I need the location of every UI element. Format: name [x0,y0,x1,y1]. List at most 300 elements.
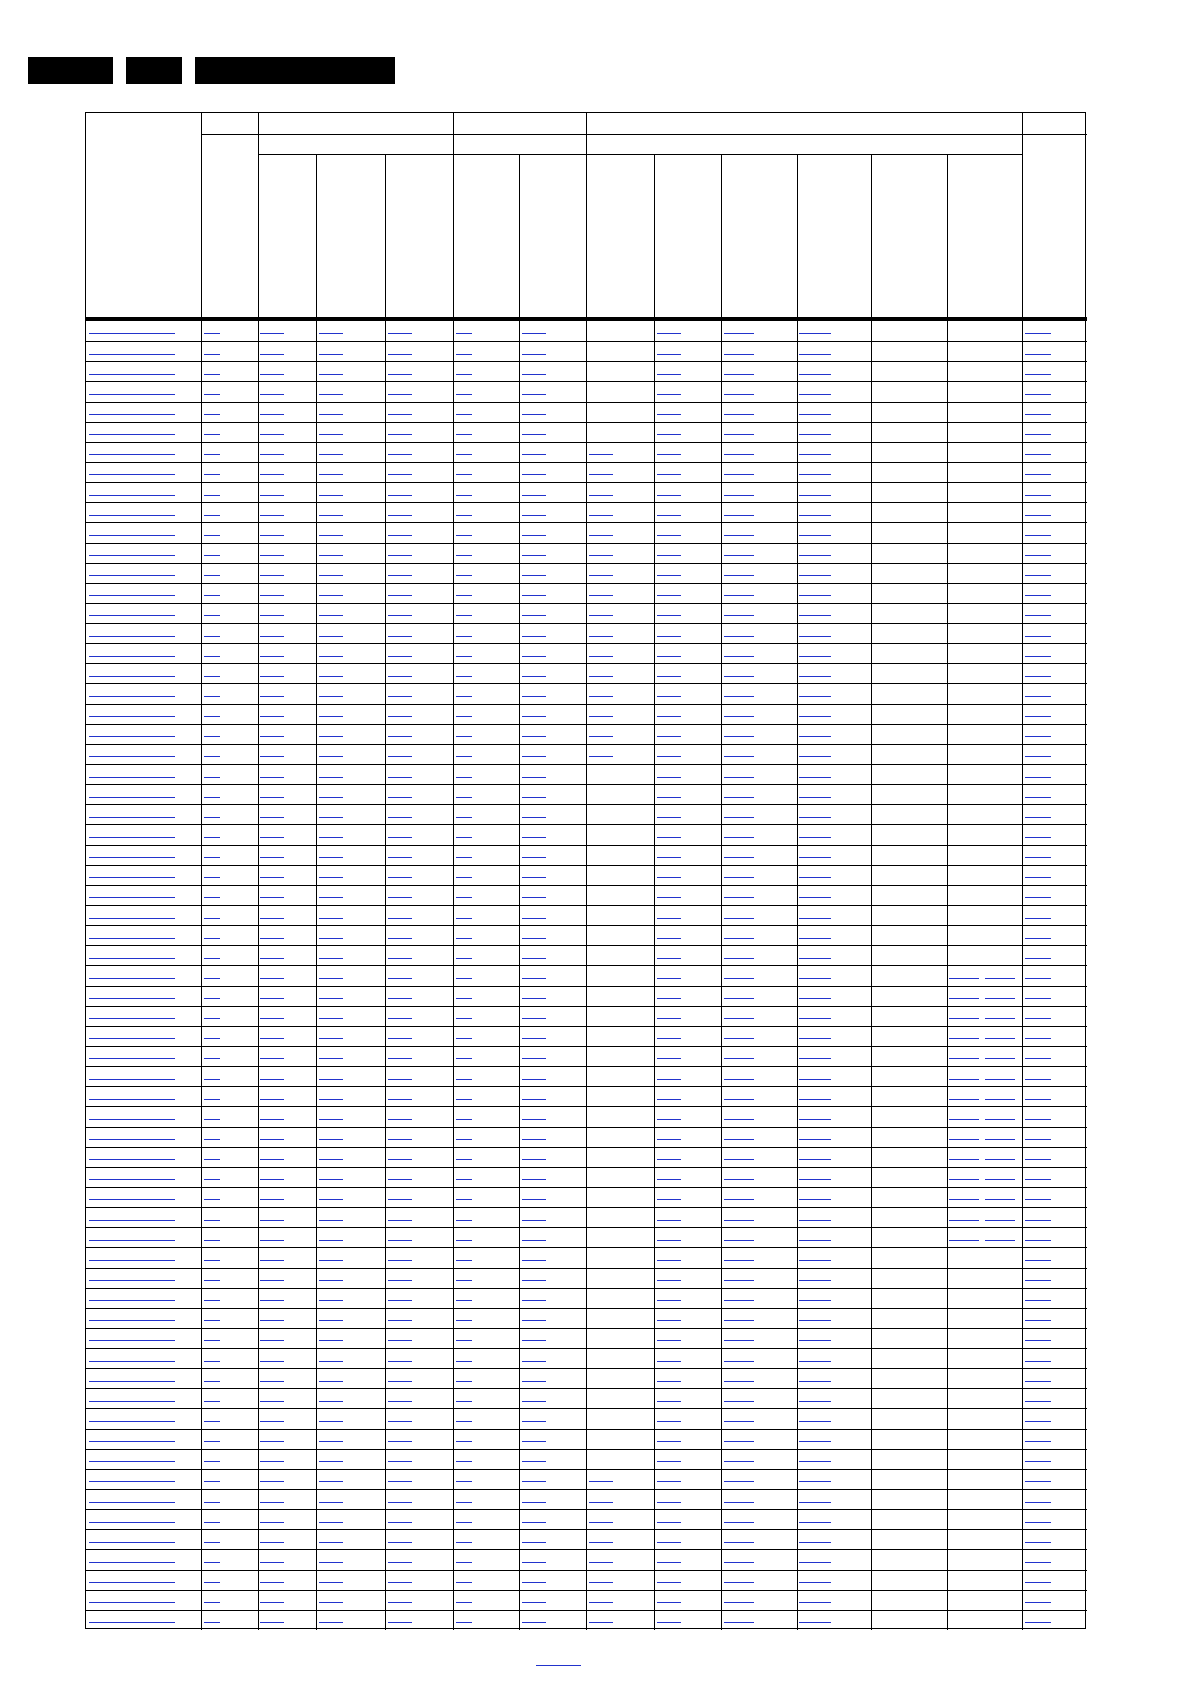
table-cell-link[interactable] [204,515,220,516]
row-label-link[interactable] [89,394,175,395]
table-cell-link[interactable] [799,1522,831,1523]
table-cell-link[interactable] [319,716,343,717]
row-label-link[interactable] [89,1481,175,1482]
table-cell-link[interactable] [388,1139,412,1140]
table-cell-link[interactable] [799,1280,831,1281]
row-label-link[interactable] [89,1119,175,1120]
table-cell-link[interactable] [799,374,831,375]
table-cell-link[interactable] [456,1522,472,1523]
table-cell-link[interactable] [799,1300,831,1301]
table-cell-link[interactable] [522,756,546,757]
row-label-link[interactable] [89,1079,175,1080]
table-cell-link[interactable] [724,1320,754,1321]
table-cell-link[interactable] [204,595,220,596]
table-cell-link[interactable] [456,756,472,757]
table-cell-link[interactable] [1025,555,1051,556]
table-cell-link[interactable] [388,1179,412,1180]
table-cell-link[interactable] [657,1280,681,1281]
table-cell-link[interactable] [799,918,831,919]
table-cell-link[interactable] [456,615,472,616]
table-cell-link[interactable] [319,1602,343,1603]
table-cell-link[interactable] [388,1421,412,1422]
table-cell-link[interactable] [456,1320,472,1321]
table-cell-link[interactable] [522,354,546,355]
table-cell-link[interactable] [589,515,613,516]
table-cell-link[interactable] [204,756,220,757]
table-cell-link[interactable] [456,474,472,475]
table-cell-link[interactable] [985,1159,1015,1160]
table-cell-link[interactable] [1025,333,1051,334]
table-cell-link[interactable] [456,1099,472,1100]
table-cell-link[interactable] [1025,1119,1051,1120]
table-cell-link[interactable] [319,1220,343,1221]
table-cell-link[interactable] [1025,414,1051,415]
table-cell-link[interactable] [456,1421,472,1422]
table-cell-link[interactable] [388,676,412,677]
table-cell-link[interactable] [589,1542,613,1543]
table-cell-link[interactable] [522,1038,546,1039]
table-cell-link[interactable] [319,817,343,818]
table-cell-link[interactable] [657,575,681,576]
table-cell-link[interactable] [657,495,681,496]
table-cell-link[interactable] [985,1139,1015,1140]
table-cell-link[interactable] [204,535,220,536]
table-cell-link[interactable] [657,1361,681,1362]
table-cell-link[interactable] [1025,1159,1051,1160]
table-cell-link[interactable] [319,1058,343,1059]
table-cell-link[interactable] [522,495,546,496]
row-label-link[interactable] [89,636,175,637]
table-cell-link[interactable] [724,877,754,878]
table-cell-link[interactable] [985,998,1015,999]
table-cell-link[interactable] [388,575,412,576]
table-cell-link[interactable] [1025,716,1051,717]
table-cell-link[interactable] [456,1340,472,1341]
table-cell-link[interactable] [319,394,343,395]
table-cell-link[interactable] [724,817,754,818]
table-cell-link[interactable] [799,897,831,898]
table-cell-link[interactable] [260,394,284,395]
table-cell-link[interactable] [589,555,613,556]
table-cell-link[interactable] [204,1240,220,1241]
table-cell-link[interactable] [260,897,284,898]
table-cell-link[interactable] [799,1018,831,1019]
table-cell-link[interactable] [260,797,284,798]
table-cell-link[interactable] [799,1220,831,1221]
table-cell-link[interactable] [724,575,754,576]
table-cell-link[interactable] [204,1562,220,1563]
row-label-link[interactable] [89,837,175,838]
table-cell-link[interactable] [388,857,412,858]
table-cell-link[interactable] [388,1582,412,1583]
table-cell-link[interactable] [522,1159,546,1160]
table-cell-link[interactable] [799,535,831,536]
table-cell-link[interactable] [799,454,831,455]
table-cell-link[interactable] [319,1522,343,1523]
table-cell-link[interactable] [204,877,220,878]
table-cell-link[interactable] [1025,535,1051,536]
row-label-link[interactable] [89,495,175,496]
table-cell-link[interactable] [260,414,284,415]
table-cell-link[interactable] [799,1240,831,1241]
table-cell-link[interactable] [657,1300,681,1301]
table-cell-link[interactable] [657,1159,681,1160]
table-cell-link[interactable] [204,656,220,657]
table-cell-link[interactable] [456,1139,472,1140]
table-cell-link[interactable] [1025,1280,1051,1281]
table-cell-link[interactable] [522,877,546,878]
row-label-link[interactable] [89,797,175,798]
table-cell-link[interactable] [657,958,681,959]
table-cell-link[interactable] [388,1159,412,1160]
table-cell-link[interactable] [522,1260,546,1261]
table-cell-link[interactable] [1025,938,1051,939]
table-cell-link[interactable] [260,857,284,858]
table-cell-link[interactable] [724,615,754,616]
table-cell-link[interactable] [204,1079,220,1080]
table-cell-link[interactable] [1025,1582,1051,1583]
table-cell-link[interactable] [985,1058,1015,1059]
table-cell-link[interactable] [799,696,831,697]
table-cell-link[interactable] [388,656,412,657]
table-cell-link[interactable] [1025,1300,1051,1301]
row-label-link[interactable] [89,1220,175,1221]
table-cell-link[interactable] [260,1260,284,1261]
table-cell-link[interactable] [724,696,754,697]
table-cell-link[interactable] [724,1340,754,1341]
table-cell-link[interactable] [724,555,754,556]
table-cell-link[interactable] [456,354,472,355]
row-label-link[interactable] [89,1199,175,1200]
table-cell-link[interactable] [319,1320,343,1321]
table-cell-link[interactable] [522,1381,546,1382]
table-cell-link[interactable] [456,333,472,334]
table-cell-link[interactable] [724,636,754,637]
table-cell-link[interactable] [799,1340,831,1341]
table-cell-link[interactable] [319,978,343,979]
table-cell-link[interactable] [456,676,472,677]
table-cell-link[interactable] [260,777,284,778]
table-cell-link[interactable] [949,1220,979,1221]
table-cell-link[interactable] [522,1481,546,1482]
table-cell-link[interactable] [724,938,754,939]
table-cell-link[interactable] [388,1381,412,1382]
table-cell-link[interactable] [260,434,284,435]
table-cell-link[interactable] [522,696,546,697]
table-cell-link[interactable] [388,1280,412,1281]
table-cell-link[interactable] [1025,495,1051,496]
table-cell-link[interactable] [319,1441,343,1442]
table-cell-link[interactable] [589,535,613,536]
table-cell-link[interactable] [657,414,681,415]
table-cell-link[interactable] [319,777,343,778]
table-cell-link[interactable] [319,918,343,919]
table-cell-link[interactable] [319,1018,343,1019]
table-cell-link[interactable] [985,978,1015,979]
table-cell-link[interactable] [319,1622,343,1623]
table-cell-link[interactable] [388,434,412,435]
table-cell-link[interactable] [1025,918,1051,919]
table-cell-link[interactable] [388,1401,412,1402]
table-cell-link[interactable] [204,1381,220,1382]
table-cell-link[interactable] [456,897,472,898]
table-cell-link[interactable] [589,676,613,677]
table-cell-link[interactable] [1025,615,1051,616]
table-cell-link[interactable] [260,1542,284,1543]
footer-page-link[interactable] [536,1665,581,1666]
table-cell-link[interactable] [522,938,546,939]
table-cell-link[interactable] [319,1079,343,1080]
table-cell-link[interactable] [388,817,412,818]
table-cell-link[interactable] [456,575,472,576]
table-cell-link[interactable] [522,797,546,798]
table-cell-link[interactable] [657,1381,681,1382]
table-cell-link[interactable] [388,958,412,959]
table-cell-link[interactable] [260,474,284,475]
table-cell-link[interactable] [1025,1038,1051,1039]
row-label-link[interactable] [89,1522,175,1523]
row-label-link[interactable] [89,676,175,677]
table-cell-link[interactable] [319,676,343,677]
table-cell-link[interactable] [388,474,412,475]
table-cell-link[interactable] [1025,817,1051,818]
table-cell-link[interactable] [724,1481,754,1482]
table-cell-link[interactable] [657,354,681,355]
table-cell-link[interactable] [204,938,220,939]
table-cell-link[interactable] [319,1179,343,1180]
table-cell-link[interactable] [388,495,412,496]
row-label-link[interactable] [89,1441,175,1442]
table-cell-link[interactable] [1025,1542,1051,1543]
table-cell-link[interactable] [388,1079,412,1080]
table-cell-link[interactable] [985,1018,1015,1019]
table-cell-link[interactable] [388,1119,412,1120]
table-cell-link[interactable] [799,1562,831,1563]
table-cell-link[interactable] [1025,897,1051,898]
table-cell-link[interactable] [388,374,412,375]
table-cell-link[interactable] [456,978,472,979]
table-cell-link[interactable] [456,857,472,858]
row-label-link[interactable] [89,474,175,475]
table-cell-link[interactable] [522,837,546,838]
table-cell-link[interactable] [949,1038,979,1039]
row-label-link[interactable] [89,958,175,959]
table-cell-link[interactable] [724,1018,754,1019]
table-cell-link[interactable] [657,1441,681,1442]
table-cell-link[interactable] [657,1018,681,1019]
table-cell-link[interactable] [589,495,613,496]
table-cell-link[interactable] [388,1099,412,1100]
table-cell-link[interactable] [388,938,412,939]
table-cell-link[interactable] [204,1421,220,1422]
table-cell-link[interactable] [456,636,472,637]
table-cell-link[interactable] [456,998,472,999]
table-cell-link[interactable] [799,1602,831,1603]
table-cell-link[interactable] [388,1058,412,1059]
table-cell-link[interactable] [260,1562,284,1563]
table-cell-link[interactable] [456,1361,472,1362]
table-cell-link[interactable] [204,1159,220,1160]
table-cell-link[interactable] [657,1461,681,1462]
table-cell-link[interactable] [522,434,546,435]
table-cell-link[interactable] [799,333,831,334]
table-cell-link[interactable] [319,958,343,959]
table-cell-link[interactable] [522,1602,546,1603]
row-label-link[interactable] [89,333,175,334]
table-cell-link[interactable] [657,434,681,435]
table-cell-link[interactable] [456,1018,472,1019]
table-cell-link[interactable] [657,1340,681,1341]
table-cell-link[interactable] [799,1139,831,1140]
row-label-link[interactable] [89,1260,175,1261]
table-cell-link[interactable] [456,716,472,717]
row-label-link[interactable] [89,354,175,355]
table-cell-link[interactable] [456,918,472,919]
table-cell-link[interactable] [589,1622,613,1623]
table-cell-link[interactable] [522,414,546,415]
table-cell-link[interactable] [724,374,754,375]
table-cell-link[interactable] [456,696,472,697]
table-cell-link[interactable] [724,1240,754,1241]
table-cell-link[interactable] [319,1582,343,1583]
table-cell-link[interactable] [657,1602,681,1603]
table-cell-link[interactable] [204,474,220,475]
table-cell-link[interactable] [388,1199,412,1200]
table-cell-link[interactable] [724,454,754,455]
table-cell-link[interactable] [1025,454,1051,455]
table-cell-link[interactable] [589,575,613,576]
table-cell-link[interactable] [1025,1220,1051,1221]
table-cell-link[interactable] [985,1119,1015,1120]
table-cell-link[interactable] [260,354,284,355]
table-cell-link[interactable] [522,1199,546,1200]
table-cell-link[interactable] [456,1381,472,1382]
table-cell-link[interactable] [319,495,343,496]
table-cell-link[interactable] [319,1159,343,1160]
table-cell-link[interactable] [260,1502,284,1503]
table-cell-link[interactable] [1025,434,1051,435]
table-cell-link[interactable] [1025,1018,1051,1019]
table-cell-link[interactable] [456,434,472,435]
table-cell-link[interactable] [657,676,681,677]
table-cell-link[interactable] [724,676,754,677]
table-cell-link[interactable] [724,1381,754,1382]
table-cell-link[interactable] [204,716,220,717]
table-cell-link[interactable] [319,857,343,858]
table-cell-link[interactable] [657,857,681,858]
table-cell-link[interactable] [949,1119,979,1120]
table-cell-link[interactable] [388,797,412,798]
table-cell-link[interactable] [456,394,472,395]
table-cell-link[interactable] [799,857,831,858]
table-cell-link[interactable] [456,555,472,556]
table-cell-link[interactable] [260,918,284,919]
table-cell-link[interactable] [522,515,546,516]
table-cell-link[interactable] [522,1099,546,1100]
row-label-link[interactable] [89,1300,175,1301]
table-cell-link[interactable] [388,1220,412,1221]
table-cell-link[interactable] [260,837,284,838]
table-cell-link[interactable] [388,595,412,596]
table-cell-link[interactable] [204,857,220,858]
table-cell-link[interactable] [949,1058,979,1059]
table-cell-link[interactable] [204,1602,220,1603]
table-cell-link[interactable] [522,817,546,818]
table-cell-link[interactable] [522,1340,546,1341]
table-cell-link[interactable] [799,1582,831,1583]
table-cell-link[interactable] [724,918,754,919]
table-cell-link[interactable] [204,394,220,395]
table-cell-link[interactable] [456,1441,472,1442]
table-cell-link[interactable] [204,636,220,637]
table-cell-link[interactable] [724,656,754,657]
table-cell-link[interactable] [799,1058,831,1059]
table-cell-link[interactable] [204,354,220,355]
table-cell-link[interactable] [1025,394,1051,395]
table-cell-link[interactable] [204,495,220,496]
table-cell-link[interactable] [388,877,412,878]
table-cell-link[interactable] [456,1502,472,1503]
table-cell-link[interactable] [319,636,343,637]
row-label-link[interactable] [89,1401,175,1402]
table-cell-link[interactable] [1025,1602,1051,1603]
table-cell-link[interactable] [522,998,546,999]
table-cell-link[interactable] [456,595,472,596]
table-cell-link[interactable] [589,595,613,596]
table-cell-link[interactable] [260,817,284,818]
table-cell-link[interactable] [204,736,220,737]
table-cell-link[interactable] [589,756,613,757]
table-cell-link[interactable] [319,877,343,878]
row-label-link[interactable] [89,696,175,697]
table-cell-link[interactable] [522,1139,546,1140]
row-label-link[interactable] [89,1340,175,1341]
table-cell-link[interactable] [456,1179,472,1180]
table-cell-link[interactable] [204,1542,220,1543]
table-cell-link[interactable] [724,1260,754,1261]
row-label-link[interactable] [89,434,175,435]
table-cell-link[interactable] [657,938,681,939]
table-cell-link[interactable] [319,474,343,475]
table-cell-link[interactable] [1025,1099,1051,1100]
table-cell-link[interactable] [1025,877,1051,878]
table-cell-link[interactable] [657,1562,681,1563]
table-cell-link[interactable] [456,1220,472,1221]
table-cell-link[interactable] [799,877,831,878]
table-cell-link[interactable] [1025,1522,1051,1523]
row-label-link[interactable] [89,1320,175,1321]
table-cell-link[interactable] [456,1300,472,1301]
table-cell-link[interactable] [319,354,343,355]
table-cell-link[interactable] [204,333,220,334]
table-cell-link[interactable] [799,1502,831,1503]
table-cell-link[interactable] [799,938,831,939]
table-cell-link[interactable] [204,575,220,576]
table-cell-link[interactable] [1025,636,1051,637]
table-cell-link[interactable] [522,857,546,858]
table-cell-link[interactable] [388,535,412,536]
table-cell-link[interactable] [204,454,220,455]
table-cell-link[interactable] [388,756,412,757]
row-label-link[interactable] [89,1461,175,1462]
table-cell-link[interactable] [319,515,343,516]
table-cell-link[interactable] [799,998,831,999]
table-cell-link[interactable] [388,1361,412,1362]
table-cell-link[interactable] [657,555,681,556]
table-cell-link[interactable] [724,1421,754,1422]
table-cell-link[interactable] [799,615,831,616]
table-cell-link[interactable] [388,978,412,979]
